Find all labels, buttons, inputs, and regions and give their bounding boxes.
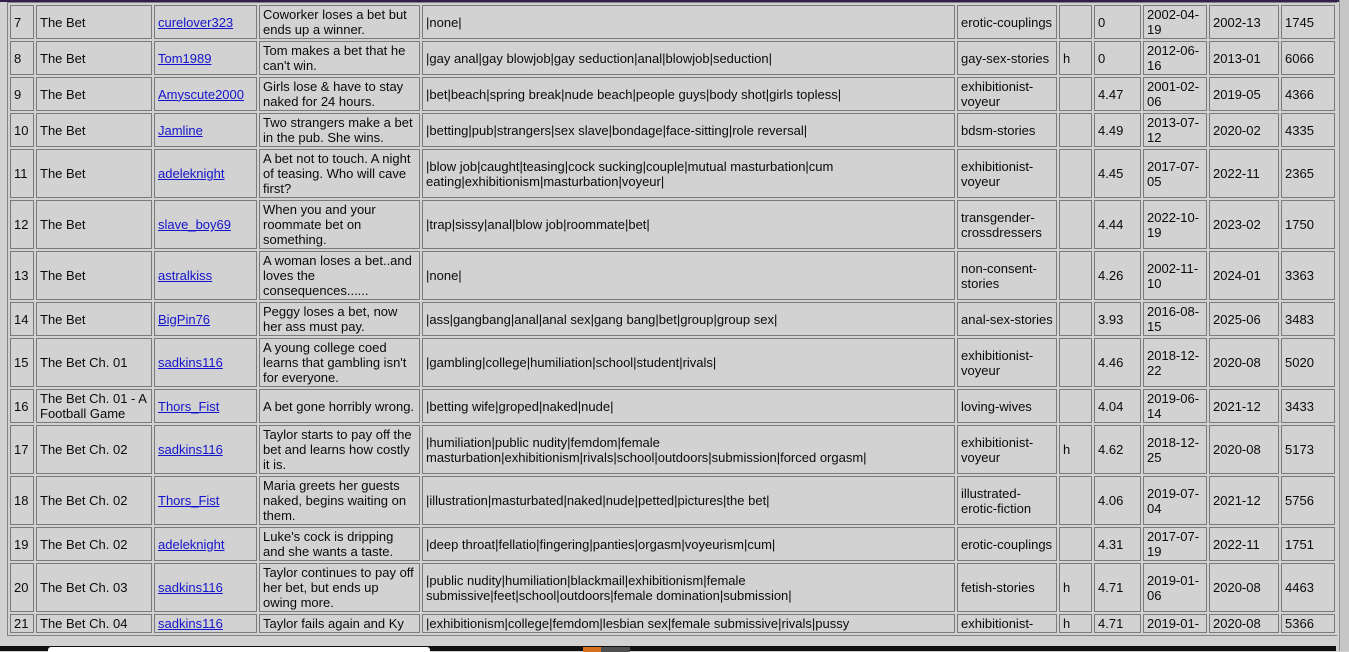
cell-story-title: The Bet (36, 113, 152, 147)
cell-date-first: 2018-12-25 (1143, 425, 1207, 474)
cell-flag (1059, 149, 1092, 198)
cell-row-number: 17 (10, 425, 34, 474)
cell-description: A bet gone horribly wrong. (259, 389, 420, 423)
cell-date-first: 2002-04-19 (1143, 5, 1207, 39)
cell-word-count: 3483 (1281, 302, 1335, 336)
cell-story-title: The Bet Ch. 01 (36, 338, 152, 387)
table-row (10, 425, 1335, 474)
cell-flag (1059, 302, 1092, 336)
cell-story-title: The Bet (36, 77, 152, 111)
cell-word-count: 5020 (1281, 338, 1335, 387)
cell-flag: h (1059, 563, 1092, 612)
cell-date-first: 2013-07-12 (1143, 113, 1207, 147)
cell-description: Two strangers make a bet in the pub. She wins. (259, 113, 420, 147)
table-row (10, 614, 1335, 633)
cell-tags: |exhibitionism|college|femdom|lesbian sex|female submissive|rivals|pussy (422, 614, 955, 633)
cell-author (154, 77, 257, 111)
cell-author (154, 389, 257, 423)
cell-story-title: The Bet (36, 5, 152, 39)
cell-date-first: 2019-01- (1143, 614, 1207, 633)
cell-date-last: 2021-12 (1209, 476, 1279, 525)
cell-date-first: 2016-08-15 (1143, 302, 1207, 336)
table-row (10, 149, 1335, 198)
cell-rating: 4.62 (1094, 425, 1141, 474)
cell-row-number: 8 (10, 41, 34, 75)
cell-tags: |illustration|masturbated|naked|nude|petted|pictures|the bet| (422, 476, 955, 525)
cell-flag (1059, 527, 1092, 561)
cell-row-number: 19 (10, 527, 34, 561)
table-row (10, 200, 1335, 249)
cell-category: erotic-couplings (957, 527, 1057, 561)
cell-tags: |gay anal|gay blowjob|gay seduction|anal|blowjob|seduction| (422, 41, 955, 75)
author-link[interactable]: curelover323 (158, 14, 234, 30)
cell-flag (1059, 251, 1092, 300)
cell-date-last: 2020-08 (1209, 338, 1279, 387)
cell-description: Taylor continues to pay off her bet, but ends up owing more. (259, 563, 420, 612)
taskbar-search-box[interactable] (48, 647, 430, 652)
cell-author (154, 149, 257, 198)
table-row (10, 389, 1335, 423)
page-content-area (7, 2, 1337, 651)
cell-tags: |gambling|college|humiliation|school|student|rivals| (422, 338, 955, 387)
cell-date-first: 2019-07-04 (1143, 476, 1207, 525)
cell-story-title: The Bet Ch. 02 (36, 527, 152, 561)
cell-date-last: 2019-05 (1209, 77, 1279, 111)
cell-row-number: 14 (10, 302, 34, 336)
taskbar-app-icon-orange[interactable] (583, 647, 601, 652)
cell-category: exhibitionist- (957, 614, 1057, 633)
table-row (10, 5, 1335, 39)
story-table (7, 2, 1337, 636)
cell-rating: 4.45 (1094, 149, 1141, 198)
cell-flag: h (1059, 614, 1092, 633)
cell-tags: |trap|sissy|anal|blow job|roommate|bet| (422, 200, 955, 249)
cell-author (154, 5, 257, 39)
cell-date-first: 2019-01-06 (1143, 563, 1207, 612)
cell-flag (1059, 200, 1092, 249)
cell-flag (1059, 389, 1092, 423)
cell-date-first: 2018-12-22 (1143, 338, 1207, 387)
cell-flag (1059, 338, 1092, 387)
cell-story-title: The Bet Ch. 04 (36, 614, 152, 633)
cell-rating: 4.04 (1094, 389, 1141, 423)
cell-date-last: 2024-01 (1209, 251, 1279, 300)
cell-row-number: 7 (10, 5, 34, 39)
cell-description: A bet not to touch. A night of teasing. Who will cave first? (259, 149, 420, 198)
cell-word-count: 6066 (1281, 41, 1335, 75)
author-link[interactable]: sadkins116 (158, 442, 223, 457)
cell-rating: 4.46 (1094, 338, 1141, 387)
cell-row-number: 21 (10, 614, 34, 633)
author-link[interactable]: adeleknight (158, 166, 225, 181)
cell-category: bdsm-stories (957, 113, 1057, 147)
cell-author (154, 425, 257, 474)
cell-description: When you and your roommate bet on something. (259, 200, 420, 249)
cell-category: exhibitionist-voyeur (957, 425, 1057, 474)
cell-author (154, 302, 257, 336)
cell-row-number: 12 (10, 200, 34, 249)
author-link[interactable]: Thors_Fist (158, 398, 220, 414)
cell-description: Maria greets her guests naked, begins waiting on them. (259, 476, 420, 525)
cell-word-count: 5173 (1281, 425, 1335, 474)
cell-author (154, 527, 257, 561)
taskbar-app-icon-gray[interactable] (601, 647, 630, 652)
cell-description: Taylor starts to pay off the bet and learns how costly it is. (259, 425, 420, 474)
cell-date-last: 2022-11 (1209, 149, 1279, 198)
table-row (10, 476, 1335, 525)
story-table-body (10, 5, 1335, 633)
cell-rating: 4.31 (1094, 527, 1141, 561)
cell-author (154, 200, 257, 249)
cell-rating: 4.47 (1094, 77, 1141, 111)
cell-category: illustrated-erotic-fiction (957, 476, 1057, 525)
cell-rating: 4.06 (1094, 476, 1141, 525)
cell-author (154, 251, 257, 300)
cell-flag (1059, 476, 1092, 525)
table-row (10, 302, 1335, 336)
cell-rating: 4.49 (1094, 113, 1141, 147)
cell-row-number: 9 (10, 77, 34, 111)
cell-description: Tom makes a bet that he can't win. (259, 41, 420, 75)
cell-category: anal-sex-stories (957, 302, 1057, 336)
cell-tags: |betting wife|groped|naked|nude| (422, 389, 955, 423)
cell-date-first: 2019-06-14 (1143, 389, 1207, 423)
cell-author (154, 476, 257, 525)
cell-tags: |blow job|caught|teasing|cock sucking|couple|mutual masturbation|cum eating|exhibitionism|masturbation|voyeur| (422, 149, 955, 198)
author-link[interactable]: BigPin76 (158, 311, 211, 327)
cell-category: exhibitionist-voyeur (957, 338, 1057, 387)
cell-date-last: 2020-02 (1209, 113, 1279, 147)
cell-date-last: 2020-08 (1209, 425, 1279, 474)
author-link[interactable]: sadkins116 (158, 580, 223, 595)
cell-rating: 4.44 (1094, 200, 1141, 249)
author-link[interactable]: sadkins116 (158, 355, 223, 370)
cell-word-count: 1745 (1281, 5, 1335, 39)
cell-tags: |bet|beach|spring break|nude beach|people guys|body shot|girls topless| (422, 77, 955, 111)
cell-description: A young college coed learns that gambling isn't for everyone. (259, 338, 420, 387)
cell-date-first: 2022-10-19 (1143, 200, 1207, 249)
cell-story-title: The Bet Ch. 01 - A Football Game (36, 389, 152, 423)
cell-date-last: 2023-02 (1209, 200, 1279, 249)
author-link[interactable]: astralkiss (158, 268, 213, 283)
table-row (10, 77, 1335, 111)
author-link[interactable]: Jamline (158, 122, 203, 138)
cell-author (154, 113, 257, 147)
cell-word-count: 1750 (1281, 200, 1335, 249)
cell-description: A woman loses a bet..and loves the consequences...... (259, 251, 420, 300)
cell-row-number: 15 (10, 338, 34, 387)
cell-story-title: The Bet (36, 149, 152, 198)
cell-date-last: 2021-12 (1209, 389, 1279, 423)
cell-description: Coworker loses a bet but ends up a winner. (259, 5, 420, 39)
cell-story-title: The Bet (36, 302, 152, 336)
cell-category: loving-wives (957, 389, 1057, 423)
cell-word-count: 5756 (1281, 476, 1335, 525)
cell-description: Girls lose & have to stay naked for 24 hours. (259, 77, 420, 111)
cell-flag (1059, 77, 1092, 111)
cell-story-title: The Bet Ch. 02 (36, 476, 152, 525)
cell-word-count: 1751 (1281, 527, 1335, 561)
cell-date-last: 2002-13 (1209, 5, 1279, 39)
cell-flag: h (1059, 41, 1092, 75)
cell-date-first: 2017-07-19 (1143, 527, 1207, 561)
cell-date-first: 2001-02-06 (1143, 77, 1207, 111)
vertical-scrollbar[interactable] (1339, 0, 1349, 651)
cell-story-title: The Bet (36, 200, 152, 249)
cell-word-count: 4366 (1281, 77, 1335, 111)
author-link[interactable]: adeleknight (158, 536, 225, 552)
cell-rating: 0 (1094, 5, 1141, 39)
cell-date-last: 2013-01 (1209, 41, 1279, 75)
cell-row-number: 13 (10, 251, 34, 300)
table-row (10, 251, 1335, 300)
cell-flag (1059, 113, 1092, 147)
author-link[interactable]: Tom1989 (158, 50, 212, 66)
cell-date-last: 2025-06 (1209, 302, 1279, 336)
taskbar[interactable] (0, 646, 1336, 651)
cell-word-count: 2365 (1281, 149, 1335, 198)
cell-story-title: The Bet Ch. 03 (36, 563, 152, 612)
cell-word-count: 4335 (1281, 113, 1335, 147)
cell-date-first: 2012-06-16 (1143, 41, 1207, 75)
author-link[interactable]: Amyscute2000 (158, 86, 244, 102)
cell-tags: |ass|gangbang|anal|anal sex|gang bang|bet|group|group sex| (422, 302, 955, 336)
cell-row-number: 16 (10, 389, 34, 423)
cell-description: Peggy loses a bet, now her ass must pay. (259, 302, 420, 336)
cell-tags: |betting|pub|strangers|sex slave|bondage|face-sitting|role reversal| (422, 113, 955, 147)
cell-tags: |deep throat|fellatio|fingering|panties|orgasm|voyeurism|cum| (422, 527, 955, 561)
cell-category: transgender-crossdressers (957, 200, 1057, 249)
cell-story-title: The Bet Ch. 02 (36, 425, 152, 474)
cell-date-first: 2017-07-05 (1143, 149, 1207, 198)
cell-author (154, 614, 257, 633)
cell-category: exhibitionist-voyeur (957, 77, 1057, 111)
cell-word-count: 4463 (1281, 563, 1335, 612)
author-link[interactable]: Thors_Fist (158, 493, 220, 508)
cell-rating: 4.71 (1094, 563, 1141, 612)
cell-tags: |none| (422, 5, 955, 39)
cell-word-count: 3363 (1281, 251, 1335, 300)
cell-word-count: 3433 (1281, 389, 1335, 423)
cell-flag (1059, 5, 1092, 39)
cell-story-title: The Bet (36, 41, 152, 75)
table-row (10, 527, 1335, 561)
cell-rating: 0 (1094, 41, 1141, 75)
cell-date-last: 2020-08 (1209, 614, 1279, 633)
table-row (10, 41, 1335, 75)
cell-date-last: 2022-11 (1209, 527, 1279, 561)
cell-tags: |none| (422, 251, 955, 300)
cell-tags: |public nudity|humiliation|blackmail|exhibitionism|female submissive|feet|school|outdoors|female domination|submission| (422, 563, 955, 612)
cell-flag: h (1059, 425, 1092, 474)
cell-row-number: 10 (10, 113, 34, 147)
cell-category: fetish-stories (957, 563, 1057, 612)
cell-rating: 4.71 (1094, 614, 1141, 633)
cell-category: non-consent-stories (957, 251, 1057, 300)
cell-date-last: 2020-08 (1209, 563, 1279, 612)
cell-word-count: 5366 (1281, 614, 1335, 633)
table-row (10, 563, 1335, 612)
cell-story-title: The Bet (36, 251, 152, 300)
cell-tags: |humiliation|public nudity|femdom|female masturbation|exhibitionism|rivals|school|outdoors|submission|forced orgasm| (422, 425, 955, 474)
cell-rating: 3.93 (1094, 302, 1141, 336)
cell-description: Luke's cock is dripping and she wants a taste. (259, 527, 420, 561)
table-row (10, 338, 1335, 387)
cell-row-number: 11 (10, 149, 34, 198)
cell-row-number: 20 (10, 563, 34, 612)
author-link[interactable]: sadkins116 (158, 616, 223, 631)
table-row (10, 113, 1335, 147)
cell-rating: 4.26 (1094, 251, 1141, 300)
cell-category: erotic-couplings (957, 5, 1057, 39)
cell-author (154, 563, 257, 612)
cell-category: gay-sex-stories (957, 41, 1057, 75)
cell-row-number: 18 (10, 476, 34, 525)
cell-description: Taylor fails again and Ky (259, 614, 420, 633)
cell-date-first: 2002-11-10 (1143, 251, 1207, 300)
cell-author (154, 338, 257, 387)
author-link[interactable]: slave_boy69 (158, 217, 231, 232)
cell-category: exhibitionist-voyeur (957, 149, 1057, 198)
cell-author (154, 41, 257, 75)
